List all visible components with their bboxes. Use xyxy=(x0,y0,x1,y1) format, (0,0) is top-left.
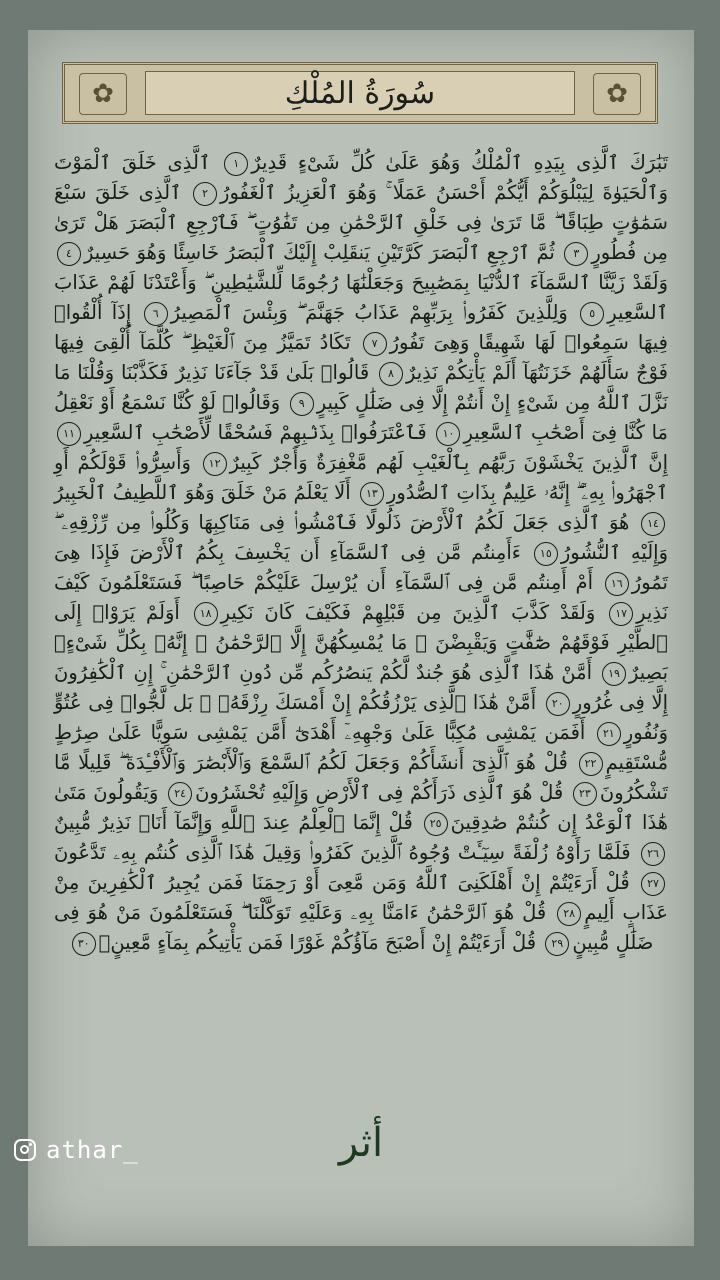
verse-number-marker: ٩ xyxy=(290,392,314,416)
verse-text: أَمَّنْ هَٰذَا ٱلَّذِى هُوَ جُندٌ لَّكُمْ يَنصُرُكُم مِّن دُونِ ٱلرَّحْمَٰنِ ۚ إِنِ ٱلْكَٰفِرُونَ إِلَّا فِى غُرُورٍ xyxy=(54,661,668,714)
verse-text: فَلَمَّا رَأَوْهُ زُلْفَةً سِيٓـَٔتْ وُجُوهُ ٱلَّذِينَ كَفَرُوا۟ وَقِيلَ هَٰذَا ٱلَّذِى كُنتُم بِهِۦ تَدَّعُونَ xyxy=(54,841,631,864)
verse-number-marker: ٢٥ xyxy=(424,812,448,836)
quran-text-block xyxy=(54,148,668,958)
instagram-watermark xyxy=(14,1136,139,1164)
verse-text: قُلْ هُوَ ٱلَّذِىٓ أَنشَأَكُمْ وَجَعَلَ لَكُمُ ٱلسَّمْعَ وَٱلْأَبْصَٰرَ وَٱلْأَفْـِٔدَةَ ۖ قَلِيلًا مَّا تَشْكُرُونَ xyxy=(54,751,669,804)
verse-text: قُلْ أَرَءَيْتُمْ إِنْ أَصْبَحَ مَآؤُكُمْ غَوْرًا فَمَن يَأْتِيكُم بِمَآءٍ مَّعِينٍۭ xyxy=(98,931,537,954)
verse-text: قُلْ إِنَّمَا ٱلْعِلْمُ عِندَ ٱللَّهِ وَإِنَّمَآ أَنَا۠ نَذِيرٌ مُّبِينٌ xyxy=(54,811,413,834)
verse-number-marker: ٢٩ xyxy=(545,932,569,956)
verse-number-marker: ١٣ xyxy=(360,482,384,506)
verse-number-marker: ١٨ xyxy=(194,602,218,626)
verse-number-marker: ١٤ xyxy=(641,512,665,536)
verse-text: أَفَمَن يَمْشِى مُكِبًّا عَلَىٰ وَجْهِهِۦٓ أَهْدَىٰٓ أَمَّن يَمْشِى سَوِيًّا عَلَىٰ صِرَٰطٍ مُّسْتَقِيمٍ xyxy=(54,721,669,774)
verse-number-marker: ٣٠ xyxy=(72,932,96,956)
verse-number-marker: ٢٠ xyxy=(546,692,570,716)
verse-number-marker: ٢٣ xyxy=(573,782,597,806)
verse-text: تَكَادُ تَمَيَّزُ مِنَ ٱلْغَيْظِ ۖ كُلَّمَآ أُلْقِىَ فِيهَا فَوْجٌ سَأَلَهُمْ خَزَنَتُهَآ أَلَمْ يَأْتِكُمْ نَذِيرٌ xyxy=(54,331,669,384)
verse-text: إِذَآ أُلْقُوا۟ فِيهَا سَمِعُوا۟ لَهَا شَهِيقًا وَهِىَ تَفُورُ xyxy=(54,301,669,354)
verse-text: وَلَقَدْ زَيَّنَّا ٱلسَّمَآءَ ٱلدُّنْيَا بِمَصَٰبِيحَ وَجَعَلْنَٰهَا رُجُومًا لِّلشَّيَٰطِينِ ۖ وَأَعْتَدْنَا لَهُمْ عَذَابَ ٱلسَّعِيرِ xyxy=(54,271,669,324)
verse-number-marker: ١٠ xyxy=(436,422,460,446)
verse-number-marker: ٥ xyxy=(580,302,604,326)
verse-number-marker: ١ xyxy=(224,152,248,176)
verse-number-marker: ٨ xyxy=(379,362,403,386)
verse-text: ٱلَّذِى خَلَقَ سَبْعَ سَمَٰوَٰتٍ طِبَاقًا ۖ مَّا تَرَىٰ فِى خَلْقِ ٱلرَّحْمَٰنِ مِن تَفَٰوُتٍ ۖ فَٱرْجِعِ ٱلْبَصَرَ هَلْ تَرَىٰ مِن فُطُورٍ xyxy=(54,181,669,264)
verse-text: وَلَقَدْ كَذَّبَ ٱلَّذِينَ مِن قَبْلِهِمْ فَكَيْفَ كَانَ نَكِيرِ xyxy=(220,601,596,624)
rosette-ornament-icon: ✿ xyxy=(593,73,641,115)
instagram-icon xyxy=(14,1139,36,1161)
verse-text: وَلِلَّذِينَ كَفَرُوا۟ بِرَبِّهِمْ عَذَابُ جَهَنَّمَ ۖ وَبِئْسَ ٱلْمَصِيرُ xyxy=(170,301,568,324)
verse-number-marker: ٢٦ xyxy=(641,842,665,866)
surah-header-frame xyxy=(62,62,658,124)
verse-text: ءَأَمِنتُم مَّن فِى ٱلسَّمَآءِ أَن يَخْسِفَ بِكُمُ ٱلْأَرْضَ فَإِذَا هِىَ تَمُورُ xyxy=(54,541,668,594)
verse-number-marker: ١٩ xyxy=(602,662,626,686)
verse-text: إِنَّ ٱلَّذِينَ يَخْشَوْنَ رَبَّهُم بِٱلْغَيْبِ لَهُم مَّغْفِرَةٌ وَأَجْرٌ كَبِيرٌ xyxy=(229,451,669,474)
verse-text: هُوَ ٱلَّذِى جَعَلَ لَكُمُ ٱلْأَرْضَ ذَلُولًا فَٱمْشُوا۟ فِى مَنَاكِبِهَا وَكُلُوا۟ مِن رِّزْقِهِۦ ۖ وَإِلَيْهِ ٱلنُّشُورُ xyxy=(54,511,669,564)
verse-number-marker: ١١ xyxy=(57,422,81,446)
verse-text: فَٱعْتَرَفُوا۟ بِذَنۢبِهِمْ فَسُحْقًا لِّأَصْحَٰبِ ٱلسَّعِيرِ xyxy=(84,421,427,444)
surah-title: سُورَةُ المُلْكِ xyxy=(284,76,436,111)
verse-text: وَيَقُولُونَ مَتَىٰ هَٰذَا ٱلْوَعْدُ إِن كُنتُمْ صَٰدِقِينَ xyxy=(54,781,668,834)
verse-number-marker: ٧ xyxy=(363,332,387,356)
verse-text: قُلْ هُوَ ٱلرَّحْمَٰنُ ءَامَنَّا بِهِۦ وَعَلَيْهِ تَوَكَّلْنَا ۖ فَسَتَعْلَمُونَ مَنْ هُوَ فِى ضَلَٰلٍ مُّبِينٍ xyxy=(54,901,654,954)
verse-text: أَمَّنْ هَٰذَا ٱلَّذِى يَرْزُقُكُمْ إِنْ أَمْسَكَ رِزْقَهُۥ ۚ بَل لَّجُّوا۟ فِى عُتُوٍّ وَنُفُورٍ xyxy=(54,691,668,744)
verse-text: أَلَا يَعْلَمُ مَنْ خَلَقَ وَهُوَ ٱللَّطِيفُ ٱلْخَبِيرُ xyxy=(54,481,351,504)
verse-number-marker: ١٢ xyxy=(203,452,227,476)
verse-text: قَالُوا۟ بَلَىٰ قَدْ جَآءَنَا نَذِيرٌ فَكَذَّبْنَا وَقُلْنَا مَا نَزَّلَ ٱللَّهُ مِن شَىْءٍ إِنْ أَنتُمْ إِلَّا فِى ضَلَٰلٍ كَبِيرٍ xyxy=(54,361,668,414)
athar-logo: أثر xyxy=(338,1120,384,1166)
verse-number-marker: ٤ xyxy=(57,242,81,266)
verse-text: وَأَسِرُّوا۟ قَوْلَكُمْ أَوِ ٱجْهَرُوا۟ بِهِۦٓ ۖ إِنَّهُۥ عَلِيمٌۢ بِذَاتِ ٱلصُّدُورِ xyxy=(54,451,668,504)
verse-number-marker: ٢٢ xyxy=(579,752,603,776)
verse-number-marker: ٢٤ xyxy=(168,782,192,806)
verse-number-marker: ٢٨ xyxy=(557,902,581,926)
verse-number-marker: ١٦ xyxy=(605,572,629,596)
verse-text: أَمْ أَمِنتُم مَّن فِى ٱلسَّمَآءِ أَن يُرْسِلَ عَلَيْكُمْ حَاصِبًا ۖ فَسَتَعْلَمُونَ كَيْفَ نَذِيرِ xyxy=(54,571,668,624)
verse-number-marker: ١٥ xyxy=(534,542,558,566)
verse-text: ثُمَّ ٱرْجِعِ ٱلْبَصَرَ كَرَّتَيْنِ يَنقَلِبْ إِلَيْكَ ٱلْبَصَرُ خَاسِئًا وَهُوَ حَسِيرٌ xyxy=(84,241,555,264)
verse-text: قُلْ هُوَ ٱلَّذِى ذَرَأَكُمْ فِى ٱلْأَرْضِ وَإِلَيْهِ تُحْشَرُونَ xyxy=(195,781,564,804)
verse-number-marker: ٦ xyxy=(144,302,168,326)
verse-text: ٱلَّذِى خَلَقَ ٱلْمَوْتَ وَٱلْحَيَوٰةَ لِيَبْلُوَكُمْ أَيُّكُمْ أَحْسَنُ عَمَلًا ۚ وَهُوَ ٱلْعَزِيزُ ٱلْغَفُورُ xyxy=(54,151,669,204)
verse-text: أَوَلَمْ يَرَوْا۟ إِلَى ٱلطَّيْرِ فَوْقَهُمْ صَٰٓفَّٰتٍ وَيَقْبِضْنَ ۚ مَا يُمْسِكُهُنَّ إِلَّا ٱلرَّحْمَٰنُ ۚ إِنَّهُۥ بِكُلِّ شَىْءٍۭ بَصِيرٌ xyxy=(54,601,668,684)
verse-number-marker: ٣ xyxy=(564,242,588,266)
instagram-handle: athar_ xyxy=(46,1136,139,1164)
verse-text: تَبَٰرَكَ ٱلَّذِى بِيَدِهِ ٱلْمُلْكُ وَهُوَ عَلَىٰ كُلِّ شَىْءٍ قَدِيرٌ xyxy=(251,151,669,174)
verse-number-marker: ٢١ xyxy=(597,722,621,746)
verse-number-marker: ١٧ xyxy=(609,602,633,626)
verse-text: وَقَالُوا۟ لَوْ كُنَّا نَسْمَعُ أَوْ نَعْقِلُ مَا كُنَّا فِىٓ أَصْحَٰبِ ٱلسَّعِيرِ xyxy=(54,391,668,444)
mushaf-page xyxy=(28,30,694,1246)
verse-number-marker: ٢٧ xyxy=(641,872,665,896)
surah-header-panel xyxy=(145,71,575,115)
verse-number-marker: ٢ xyxy=(193,182,217,206)
verse-text: قُلْ أَرَءَيْتُمْ إِنْ أَهْلَكَنِىَ ٱللَّهُ وَمَن مَّعِىَ أَوْ رَحِمَنَا فَمَن يُجِيرُ ٱلْكَٰفِرِينَ مِنْ عَذَابٍ أَلِيمٍ xyxy=(54,871,668,924)
rosette-ornament-icon: ✿ xyxy=(79,73,127,115)
